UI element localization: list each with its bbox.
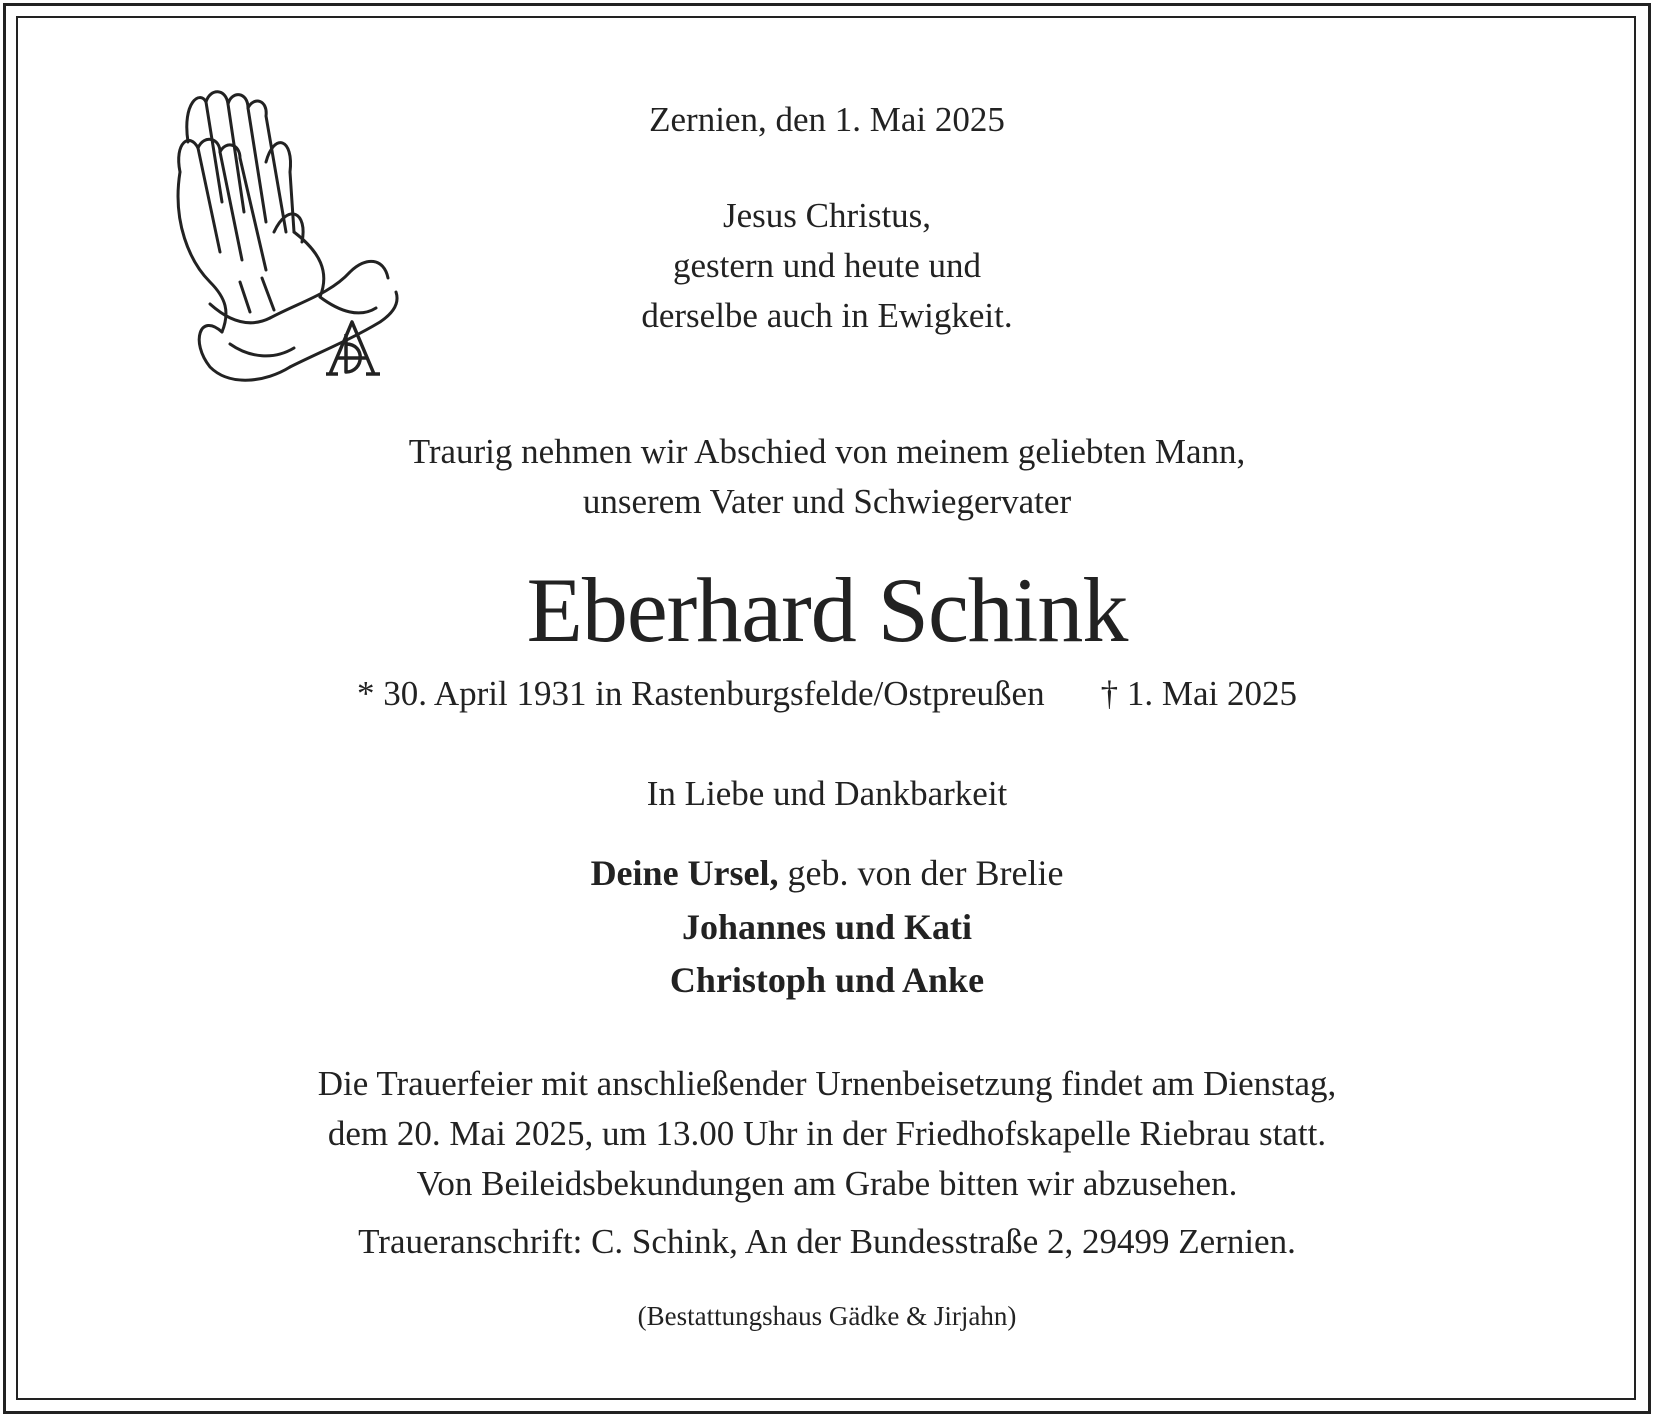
intro-line-1: Traurig nehmen wir Abschied von meinem geliebten Mann, (408, 432, 1246, 471)
undertaker: (Bestattungshaus Gädke & Jirjahn) (637, 1301, 1017, 1331)
funeral-line-1: Die Trauerfeier mit anschließender Urnenbeisetzung findet am Dienstag, (317, 1064, 1337, 1103)
life-dates (0, 674, 1654, 714)
closing-words: In Liebe und Dankbarkeit (646, 774, 1008, 813)
mourner-child-1: Johannes und Kati (681, 907, 973, 947)
mourning-address: Traueranschrift: C. Schink, An der Bundesstraße 2, 29499 Zernien. (358, 1222, 1296, 1261)
mourner-wife (0, 852, 1654, 894)
wife-name: Deine Ursel, (590, 853, 779, 893)
wife-maiden-name: geb. von der Brelie (787, 853, 1064, 893)
verse-line-2: gestern und heute und (672, 246, 982, 285)
verse-line-3: derselbe auch in Ewigkeit. (641, 296, 1013, 335)
mourner-child-2: Christoph und Anke (669, 960, 985, 1000)
verse-line-1: Jesus Christus, (722, 196, 932, 235)
place-date: Zernien, den 1. Mai 2025 (649, 100, 1005, 139)
intro-line-2: unserem Vater und Schwiegervater (582, 482, 1072, 521)
funeral-line-2: dem 20. Mai 2025, um 13.00 Uhr in der Friedhofskapelle Riebrau statt. (327, 1114, 1327, 1153)
funeral-line-3: Von Beileidsbekundungen am Grabe bitten wir abzusehen. (416, 1164, 1238, 1203)
birth-info: * 30. April 1931 in Rastenburgsfelde/Ostpreußen (357, 674, 1045, 713)
death-info: † 1. Mai 2025 (1100, 674, 1297, 713)
deceased-name: Eberhard Schink (526, 559, 1128, 661)
